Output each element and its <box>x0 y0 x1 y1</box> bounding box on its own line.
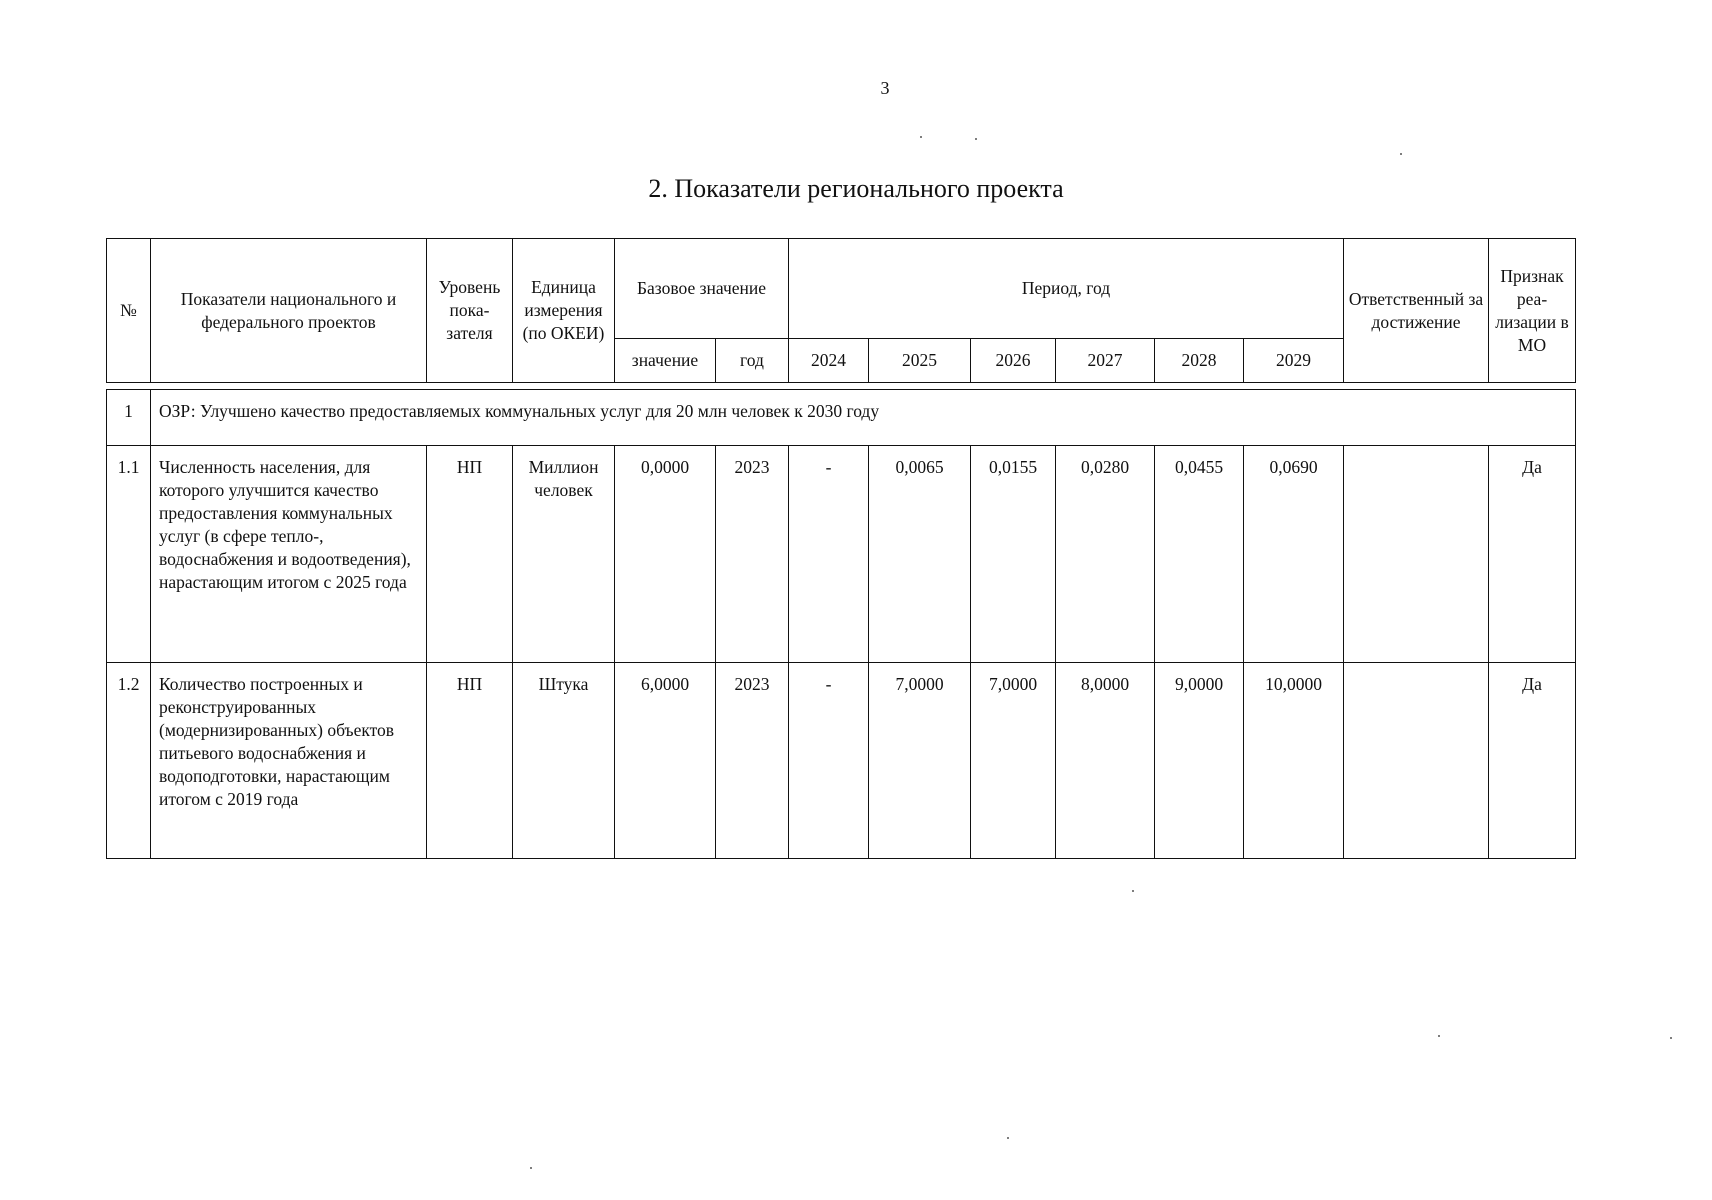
value-2025: 7,0000 <box>869 663 971 859</box>
scan-speck <box>1438 1035 1440 1037</box>
value-2029: 0,0690 <box>1244 446 1344 663</box>
header-year-2027: 2027 <box>1056 339 1155 383</box>
header-period: Период, год <box>789 239 1344 339</box>
indicators-table <box>106 238 1576 859</box>
scan-speck <box>530 1167 532 1169</box>
scan-speck <box>1670 1037 1672 1039</box>
row-num: 1.2 <box>107 663 151 859</box>
header-level: Уровень пока-зателя <box>427 239 513 383</box>
indicator-level: НП <box>427 446 513 663</box>
header-year-2024: 2024 <box>789 339 869 383</box>
header-year-2029: 2029 <box>1244 339 1344 383</box>
value-2024: - <box>789 446 869 663</box>
header-mo: Признак реа-лизации в МО <box>1489 239 1576 383</box>
header-year-2028: 2028 <box>1155 339 1244 383</box>
row-num: 1.1 <box>107 446 151 663</box>
indicator-name: Численность населения, для которого улучшится качество предоставления коммунальных услуг (в сфере тепло-, водоснабжения и водоотведения), нарастающим итогом с 2025 года <box>151 446 427 663</box>
value-2028: 9,0000 <box>1155 663 1244 859</box>
value-2025: 0,0065 <box>869 446 971 663</box>
goal-text: ОЗР: Улучшено качество предоставляемых коммунальных услуг для 20 млн человек к 2030 году <box>151 390 1576 446</box>
header-year-2026: 2026 <box>971 339 1056 383</box>
header-base: Базовое значение <box>615 239 789 339</box>
value-2027: 8,0000 <box>1056 663 1155 859</box>
header-row-1 <box>107 239 1576 339</box>
base-year: 2023 <box>716 446 789 663</box>
responsible <box>1344 446 1489 663</box>
indicator-unit: Миллион человек <box>513 446 615 663</box>
base-value: 6,0000 <box>615 663 716 859</box>
header-year-2025: 2025 <box>869 339 971 383</box>
value-2027: 0,0280 <box>1056 446 1155 663</box>
page-title: 2. Показатели регионального проекта <box>648 174 1064 203</box>
value-2028: 0,0455 <box>1155 446 1244 663</box>
page-number: 3 <box>880 78 890 98</box>
table-row <box>107 663 1576 859</box>
goal-row <box>107 390 1576 446</box>
scan-speck <box>1132 890 1134 892</box>
scan-speck <box>1400 153 1402 155</box>
header-base-value: значение <box>615 339 716 383</box>
header-responsible: Ответственный за достижение <box>1344 239 1489 383</box>
indicator-level: НП <box>427 663 513 859</box>
base-value: 0,0000 <box>615 446 716 663</box>
scan-speck <box>975 138 977 140</box>
responsible <box>1344 663 1489 859</box>
base-year: 2023 <box>716 663 789 859</box>
value-2029: 10,0000 <box>1244 663 1344 859</box>
indicator-name: Количество построенных и реконструированных (модернизированных) объектов питьевого водоснабжения и водоподготовки, нарастающим итогом с 2019 года <box>151 663 427 859</box>
scan-speck <box>920 136 922 138</box>
value-2026: 0,0155 <box>971 446 1056 663</box>
indicator-unit: Штука <box>513 663 615 859</box>
mo-flag: Да <box>1489 663 1576 859</box>
goal-num: 1 <box>107 390 151 446</box>
mo-flag: Да <box>1489 446 1576 663</box>
header-base-year: год <box>716 339 789 383</box>
table-row <box>107 446 1576 663</box>
value-2024: - <box>789 663 869 859</box>
header-unit: Единица измерения (по ОКЕИ) <box>513 239 615 383</box>
header-indicators: Показатели национального и федерального проектов <box>151 239 427 383</box>
header-num: № <box>107 239 151 383</box>
header-separator <box>107 383 1576 390</box>
scan-speck <box>1007 1137 1009 1139</box>
value-2026: 7,0000 <box>971 663 1056 859</box>
